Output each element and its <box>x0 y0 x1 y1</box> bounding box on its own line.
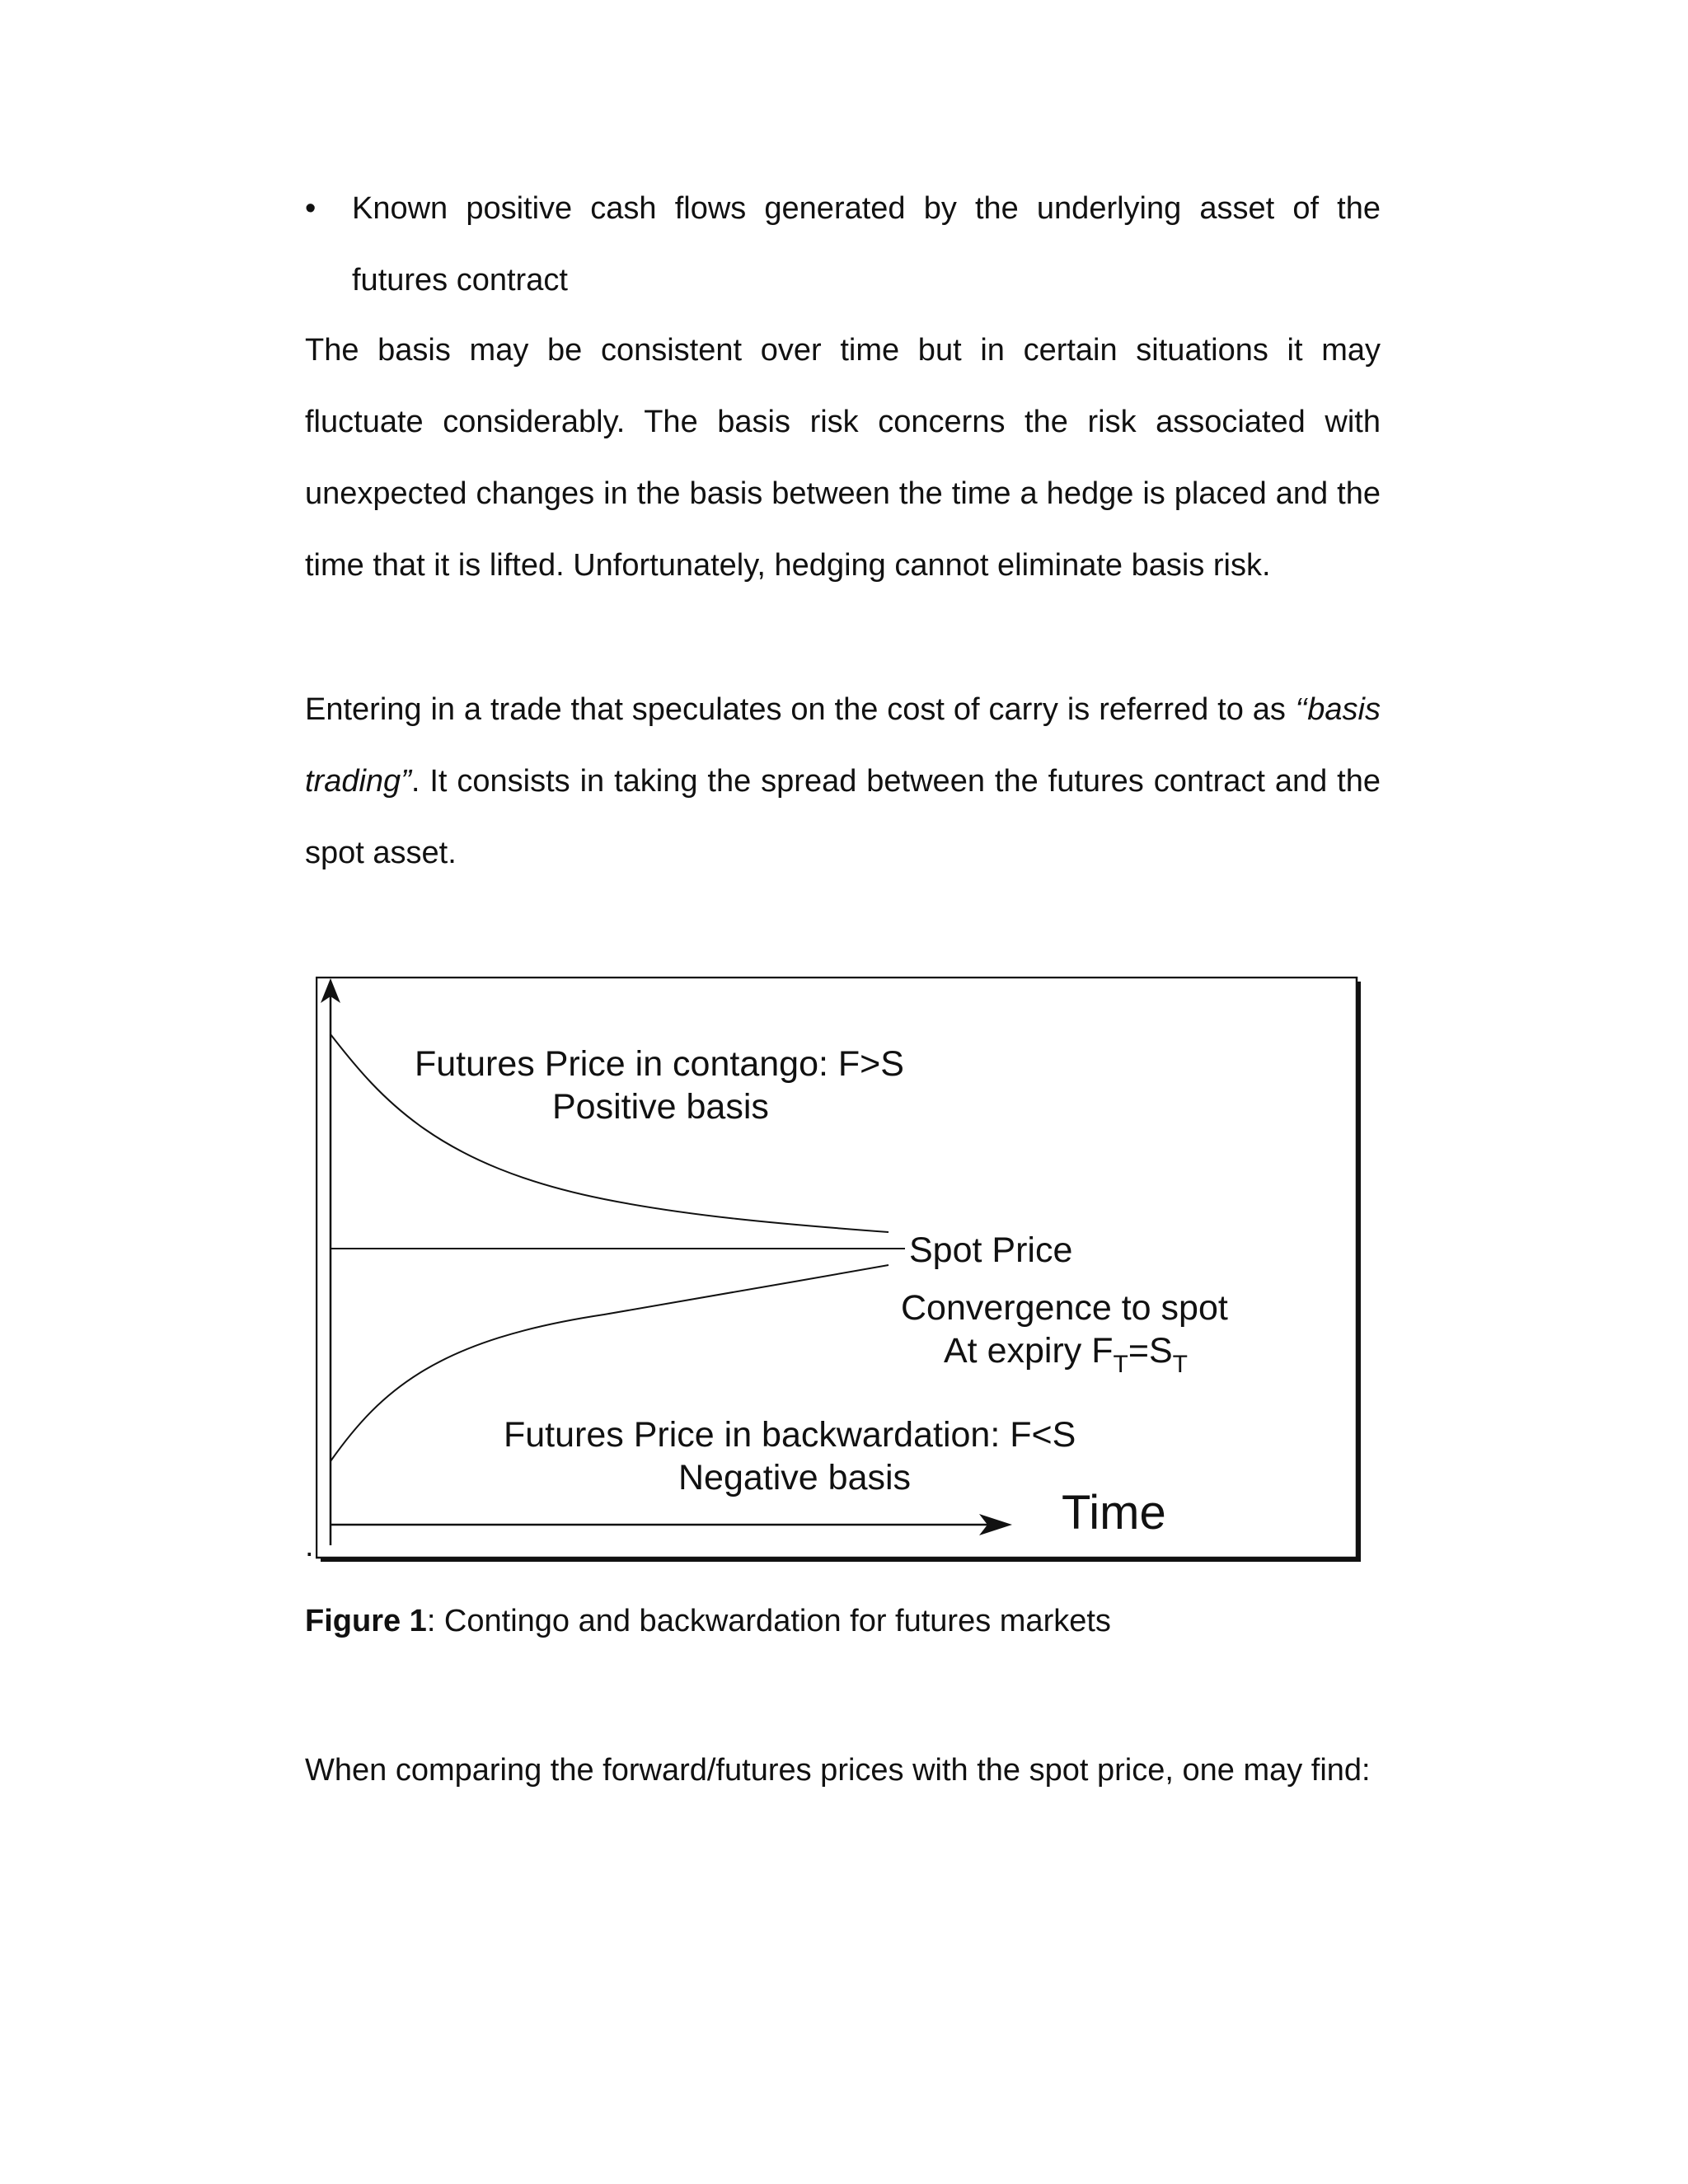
expiry-sub-2: T <box>1172 1351 1188 1378</box>
convergence-label: Convergence to spot <box>901 1288 1228 1328</box>
bullet-item <box>305 173 1381 316</box>
time-axis-label: Time <box>1062 1486 1166 1540</box>
figure-diagram <box>316 977 1362 1563</box>
positive-basis-text: Positive basis <box>552 1087 769 1127</box>
expiry-prefix: At expiry F <box>944 1331 1114 1371</box>
expiry-sub-1: T <box>1113 1351 1128 1378</box>
contango-backwardation-figure <box>316 977 1362 1563</box>
contango-label: Futures Price in contango: F>S <box>415 1044 904 1084</box>
expiry-equals: =S <box>1128 1331 1173 1371</box>
paragraph-basis-risk: The basis may be consistent over time but in certain situations it may fluctuate considerably. The basis risk concerns the risk associated with unexpected changes in the basis between the time a hedge is placed and the time that it is lifted. Unfortunately, hedging cannot eliminate basis risk. <box>305 333 1381 583</box>
bullet-text: Known positive cash flows generated by the underlying asset of the futures contract <box>352 191 1381 298</box>
basis-trading-term: ‘‘basis trading” <box>305 692 1381 799</box>
paragraph-comparison: When comparing the forward/futures prices with the spot price, one may find: <box>305 1753 1371 1788</box>
figure-caption <box>305 1601 1111 1642</box>
backwardation-label: Futures Price in backwardation: F<S <box>504 1415 1076 1455</box>
negative-basis-label: Negative basis <box>678 1458 912 1497</box>
spot-price-label: Spot Price <box>909 1230 1073 1270</box>
caption-text: : Contingo and backwardation for futures markets <box>426 1604 1111 1638</box>
paragraph-basis-trading-start: Entering in a trade that speculates on the cost of carry is referred to as <box>305 692 1295 727</box>
bullet-marker: • <box>305 191 316 226</box>
paragraph-basis-trading <box>305 674 1381 889</box>
caption-label: Figure 1 <box>305 1604 427 1638</box>
stray-period: . <box>305 1529 314 1563</box>
paragraph-basis-trading-end: . It consists in taking the spread between the futures contract and the spot asset. <box>305 764 1381 870</box>
